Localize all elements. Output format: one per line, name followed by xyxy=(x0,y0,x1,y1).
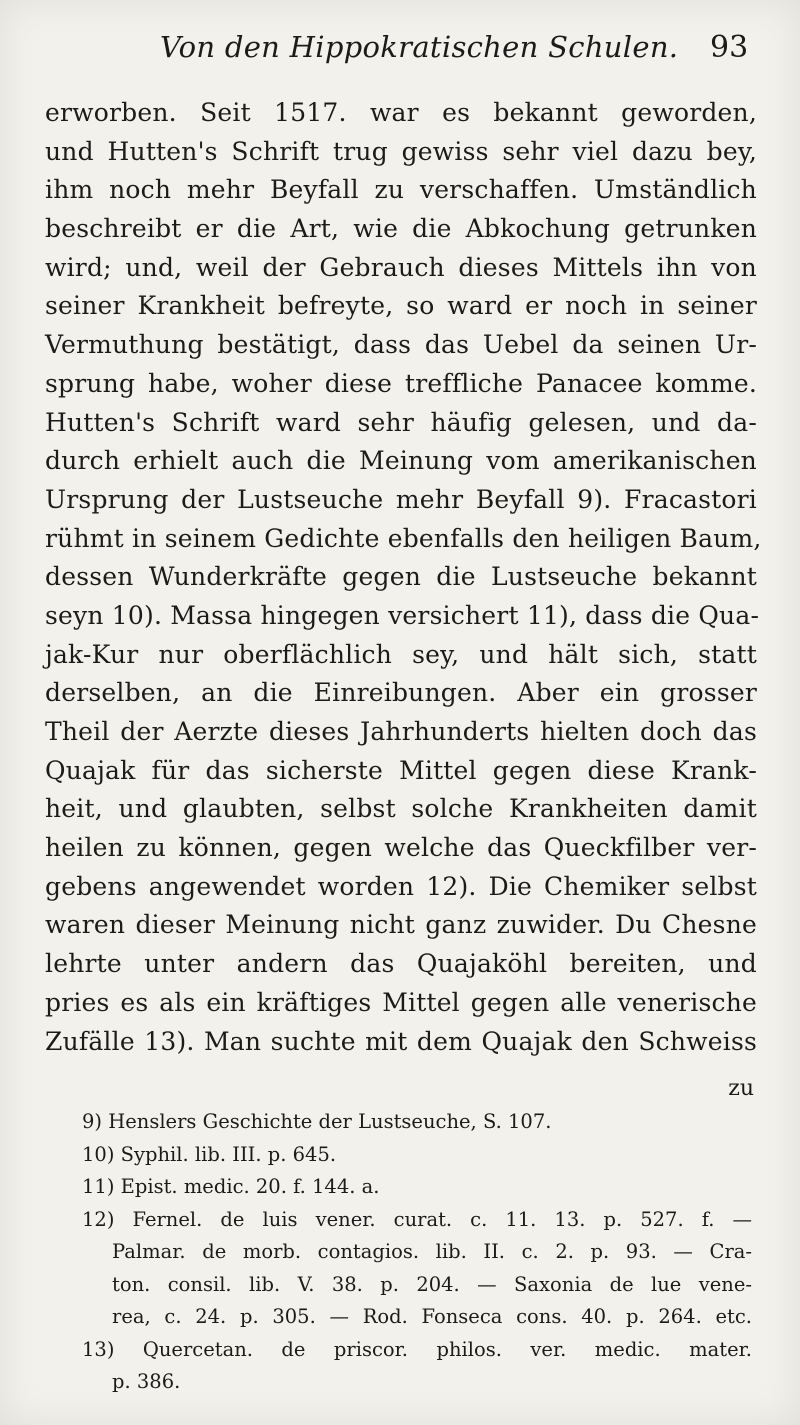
text-line: rühmt in seinem Gedichte ebenfalls den heiligen Baum, xyxy=(45,523,762,553)
footnote: 9) Henslers Geschichte der Lustseuche, S. 107. xyxy=(82,1110,552,1133)
text-line: und Hutten's Schrift trug gewiss sehr viel dazu bey, xyxy=(45,136,757,166)
text-line: beschreibt er die Art, wie die Abkochung getrunken xyxy=(45,214,757,244)
text-line: derselben, an die Einreibungen. Aber ein grosser xyxy=(45,678,757,708)
text-line: wird; und, weil der Gebrauch dieses Mittels ihn von xyxy=(45,252,757,282)
text-line: Hutten's Schrift ward sehr häufig gelesen, und da- xyxy=(45,407,757,437)
text-line: waren dieser Meinung nicht ganz zuwider. Du Chesne xyxy=(45,910,757,940)
text-line: gebens angewendet worden 12). Die Chemiker selbst xyxy=(45,871,757,901)
text-line: Quajak für das sicherste Mittel gegen diese Krank- xyxy=(45,755,757,785)
running-title: Von den Hippokratischen Schulen. xyxy=(160,30,679,64)
text-line: dessen Wunderkräfte gegen die Lustseuche bekannt xyxy=(45,562,757,592)
text-line: jak-Kur nur oberflächlich sey, und hält sich, statt xyxy=(45,639,757,669)
text-line: lehrte unter andern das Quajaköhl bereiten, und xyxy=(45,949,757,979)
text-line: seyn 10). Massa hingegen versichert 11), dass die Qua- xyxy=(45,600,760,630)
body-text xyxy=(45,94,762,1061)
footnote: 13) Quercetan. de priscor. philos. ver. medic. mater. xyxy=(82,1337,752,1361)
text-line: Vermuthung bestätigt, dass das Uebel da seinen Ur- xyxy=(45,330,757,360)
text-line: pries es als ein kräftiges Mittel gegen alle venerische xyxy=(45,987,757,1017)
text-line: Zufälle 13). Man suchte mit dem Quajak den Schweiss xyxy=(45,1026,757,1056)
text-line: sprung habe, woher diese treffliche Panacee komme. xyxy=(45,368,757,398)
text-line: heilen zu können, gegen welche das Queckfilber ver- xyxy=(45,833,757,863)
footnote-continuation: p. 386. xyxy=(112,1370,181,1393)
text-line: Theil der Aerzte dieses Jahrhunderts hielten doch das xyxy=(45,717,757,746)
footnote-continuation: ton. consil. lib. V. 38. p. 204. — Saxonia de lue vene- xyxy=(112,1272,752,1296)
text-line: erworben. Seit 1517. war es bekannt geworden, xyxy=(45,98,757,127)
running-head xyxy=(0,30,800,70)
text-line: heit, und glaubten, selbst solche Krankheiten damit xyxy=(45,794,757,824)
footnote-continuation: Palmar. de morb. contagios. lib. II. c. 2. p. 93. — Cra- xyxy=(112,1240,752,1263)
text-line: ihm noch mehr Beyfall zu verschaffen. Umständlich xyxy=(45,175,757,205)
footnote: 10) Syphil. lib. III. p. 645. xyxy=(82,1142,337,1166)
footnotes xyxy=(82,1106,752,1399)
text-line: Ursprung der Lustseuche mehr Beyfall 9). Fracastori xyxy=(45,484,757,514)
footnote: 12) Fernel. de luis vener. curat. c. 11. 13. p. 527. f. — xyxy=(82,1207,752,1231)
footnote-continuation: rea, c. 24. p. 305. — Rod. Fonseca cons. 40. p. 264. etc. xyxy=(112,1305,752,1328)
text-line: durch erhielt auch die Meinung vom amerikanischen xyxy=(45,446,757,476)
footnote: 11) Epist. medic. 20. f. 144. a. xyxy=(82,1175,380,1198)
page-number: 93 xyxy=(710,30,749,65)
catchword: zu xyxy=(728,1076,754,1101)
text-line: seiner Krankheit befreyte, so ward er noch in seiner xyxy=(45,291,757,321)
